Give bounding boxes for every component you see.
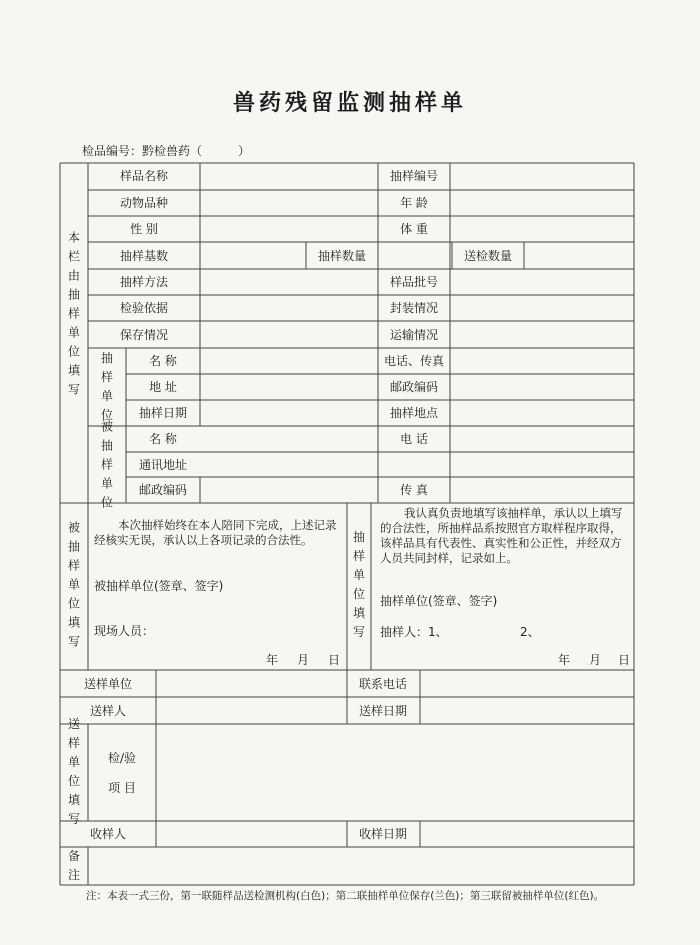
sampled-group-label: 被抽样单位	[100, 419, 113, 510]
label-sample-count: 抽样数量	[317, 249, 367, 263]
label-weight: 体 重	[400, 222, 428, 236]
label-basis: 检验依据	[119, 301, 169, 315]
right-day: 日	[617, 653, 631, 667]
label-fax: 传 真	[400, 483, 428, 497]
label-receiver: 收样人	[89, 827, 127, 841]
right-sign: 抽样单位(签章、签字)	[380, 594, 498, 608]
left-statement: 本次抽样始终在本人陪同下完成，上述记录经核实无误，承认以上各项记录的合法性。	[94, 518, 337, 547]
label-batch-no: 样品批号	[389, 275, 439, 289]
label-phone: 电 话	[400, 432, 428, 446]
label-send-date: 送样日期	[358, 704, 408, 718]
right-samplers: 抽样人：1、	[380, 625, 448, 639]
label-seal: 封装情况	[389, 301, 439, 315]
label-test-items-2: 项 目	[108, 781, 136, 795]
label-transport: 运输情况	[389, 328, 439, 342]
label-postcode2: 邮政编码	[138, 483, 188, 497]
sampler-group-label: 抽样单位	[100, 351, 113, 422]
label-send-unit: 送样单位	[83, 677, 133, 691]
label-address: 地 址	[149, 380, 177, 394]
label-test-items-1: 检/验	[107, 751, 137, 765]
right-samplers-2: 2、	[520, 625, 540, 639]
label-sample-no: 抽样编号	[389, 169, 439, 183]
label-age: 年 龄	[400, 196, 428, 210]
label-sender: 送样人	[89, 704, 127, 718]
label-sampler-name: 名 称	[149, 354, 177, 368]
left-sign: 被抽样单位(签章、签字)	[94, 579, 224, 593]
section3-side-label: 送样单位填写	[67, 717, 80, 826]
section1-side-label: 本栏由抽样单位填写	[67, 230, 80, 397]
label-sampled-name: 名 称	[149, 432, 177, 446]
label-mail-address: 通讯地址	[138, 458, 188, 472]
left-staff: 现场人员：	[94, 624, 155, 638]
section2-right-label: 抽样单位填写	[352, 530, 365, 639]
label-sample-name: 样品名称	[119, 169, 169, 183]
label-submit-count: 送检数量	[463, 249, 513, 263]
right-statement: 我认真负责地填写该抽样单，承认以上填写的合法性，所抽样品系按照官方取样程序取得，该样品具有代表性、真实性和公正性，并经双方人员共同封样，记录如上。	[380, 506, 623, 565]
label-method: 抽样方法	[119, 275, 169, 289]
label-species: 动物品种	[119, 196, 169, 210]
right-month: 月	[588, 653, 602, 667]
label-sex: 性 别	[130, 222, 158, 236]
label-contact-phone: 联系电话	[358, 677, 408, 691]
left-day: 日	[327, 653, 341, 667]
form-title: 兽药残留监测抽样单	[232, 90, 467, 116]
label-receive-date: 收样日期	[358, 827, 408, 841]
section2-left-label: 被抽样单位填写	[67, 520, 80, 649]
serial-number: 检品编号：黔检兽药（ ）	[82, 144, 251, 158]
label-sample-date: 抽样日期	[138, 406, 188, 420]
label-postcode: 邮政编码	[389, 380, 439, 394]
label-remark: 备注	[67, 849, 80, 882]
label-phone-fax: 电话、传真	[383, 354, 445, 368]
label-base-count: 抽样基数	[119, 249, 169, 263]
label-sample-place: 抽样地点	[389, 406, 439, 420]
label-storage: 保存情况	[119, 328, 169, 342]
right-year: 年	[557, 653, 571, 667]
left-year: 年	[265, 653, 279, 667]
footnote: 注：本表一式三份，第一联随样品送检测机构(白色)；第二联抽样单位保存(兰色)；第三联留被抽样单位(红色)。	[86, 890, 605, 902]
left-month: 月	[296, 653, 310, 667]
